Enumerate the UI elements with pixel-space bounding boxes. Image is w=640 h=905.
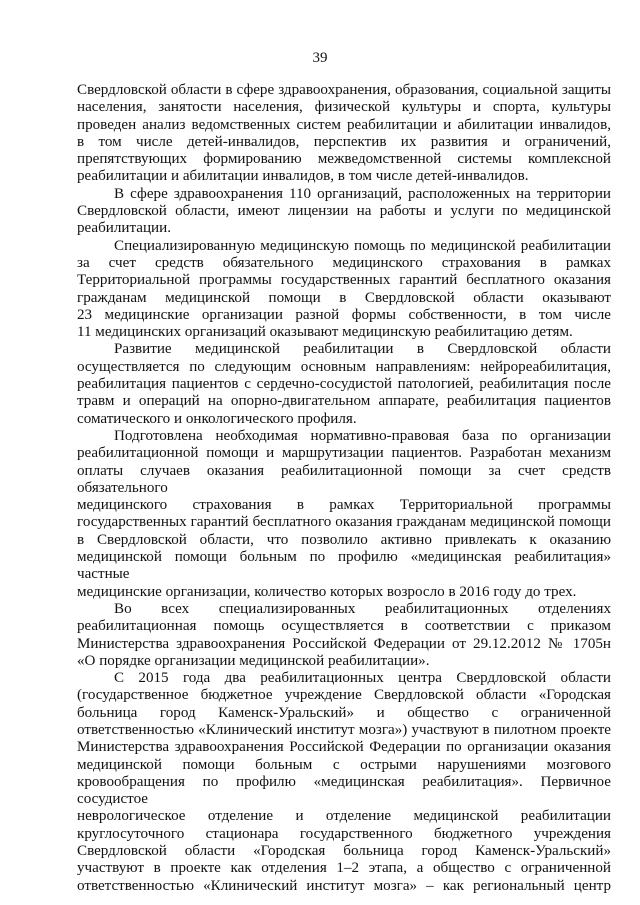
paragraph-line: больница город Каменск-Уральский» и общество с ограниченной	[77, 704, 611, 721]
paragraph-line: травм и операций на опорно-двигательном аппарате, реабилитация пациентов	[77, 393, 611, 410]
paragraph-line: медицинского страхования в рамках Территориальной программы	[77, 497, 611, 514]
paragraph-line: Развитие медицинской реабилитации в Свердловской области	[114, 341, 611, 358]
paragraph-line: Территориальной программы государственных гарантий бесплатного оказания	[77, 272, 611, 289]
paragraph-line: Подготовлена необходимая нормативно-правовая база по организации	[114, 427, 611, 444]
paragraph-line: осуществляется по следующим основным направлениям: нейрореабилитация,	[77, 358, 611, 375]
paragraph-line: в том числе детей-инвалидов, перспектив их развития и ограничений,	[77, 133, 611, 150]
paragraph-line: медицинские организации, количество которых возросло в 2016 году до трех.	[77, 583, 577, 600]
paragraph-line: Свердловской области, имеют лицензии на работы и услуги по медицинской	[77, 203, 611, 220]
paragraph-line: ответственностью «Клинический институт мозга» – как региональный центр	[77, 877, 611, 894]
page-number: 39	[312, 50, 328, 66]
paragraph-line: Свердловской области «Городская больница город Каменск-Уральский»	[77, 843, 611, 860]
paragraph-line: соматического и онкологического профиля.	[77, 410, 357, 427]
paragraph-line: 23 медицинские организации разной формы собственности, в том числе	[77, 306, 611, 323]
paragraph-line: круглосуточного стационара государственного бюджетного учреждения	[77, 825, 611, 842]
paragraph-line: за счет средств обязательного медицинского страхования в рамках	[77, 254, 611, 271]
paragraph-line: реабилитации.	[77, 220, 171, 237]
paragraph-line: Министерства здравоохранения Российской Федерации по организации оказания	[77, 739, 611, 756]
paragraph-line: Во всех специализированных реабилитационных отделениях	[114, 600, 611, 617]
paragraph-line: Министерства здравоохранения Российской Федерации от 29.12.2012 № 1705н	[77, 635, 611, 652]
paragraph-line: оплаты случаев оказания реабилитационной помощи за счет средств обязательного	[77, 462, 611, 496]
paragraph-line: проведен анализ ведомственных систем реабилитации и абилитации инвалидов,	[77, 116, 611, 133]
paragraph-line: «О порядке организации медицинской реабилитации».	[77, 652, 430, 669]
paragraph-line: участвуют в проекте как отделения 1–2 этапа, а общество с ограниченной	[77, 860, 611, 877]
paragraph-line: С 2015 года два реабилитационных центра Свердловской области	[114, 670, 611, 687]
paragraph-line: 11 медицинских организаций оказывают медицинскую реабилитацию детям.	[77, 324, 573, 341]
paragraph-line: реабилитация пациентов с сердечно-сосудистой патологией, реабилитация после	[77, 376, 611, 393]
paragraph-line: медицинской помощи больным по профилю «медицинская реабилитация» частные	[77, 549, 611, 583]
paragraph-line: препятствующих формированию межведомственной системы комплексной	[77, 151, 611, 168]
paragraph-line: В сфере здравоохранения 110 организаций, расположенных на территории	[114, 185, 611, 202]
paragraph-line: в Свердловской области, что позволило активно привлекать к оказанию	[77, 531, 611, 548]
paragraph-line: населения, занятости населения, физической культуры и спорта, культуры	[77, 99, 611, 116]
paragraph-line: гражданам медицинской помощи в Свердловской области оказывают	[77, 289, 611, 306]
paragraph-line: ответственностью «Клинический институт мозга») участвуют в пилотном проекте	[77, 721, 611, 738]
paragraph-line: (государственное бюджетное учреждение Свердловской области «Городская	[77, 687, 611, 704]
paragraph-line: реабилитации и абилитации инвалидов, в том числе детей-инвалидов.	[77, 168, 529, 185]
paragraph-line: неврологическое отделение и отделение медицинской реабилитации	[77, 808, 611, 825]
paragraph-line: Специализированную медицинскую помощь по медицинской реабилитации	[114, 237, 611, 254]
paragraph-line: реабилитационной помощи и маршрутизации пациентов. Разработан механизм	[77, 445, 611, 462]
paragraph-line: кровообращения по профилю «медицинская реабилитация». Первичное сосудистое	[77, 773, 611, 808]
paragraph-line: Свердловской области в сфере здравоохранения, образования, социальной защиты	[77, 82, 611, 98]
paragraph-line: государственных гарантий бесплатного оказания гражданам медицинской помощи	[77, 514, 611, 531]
paragraph-line: реабилитационная помощь осуществляется в соответствии с приказом	[77, 618, 611, 635]
body-text	[77, 82, 611, 895]
paragraph-line: медицинской помощи больным с острыми нарушениями мозгового	[77, 756, 611, 773]
